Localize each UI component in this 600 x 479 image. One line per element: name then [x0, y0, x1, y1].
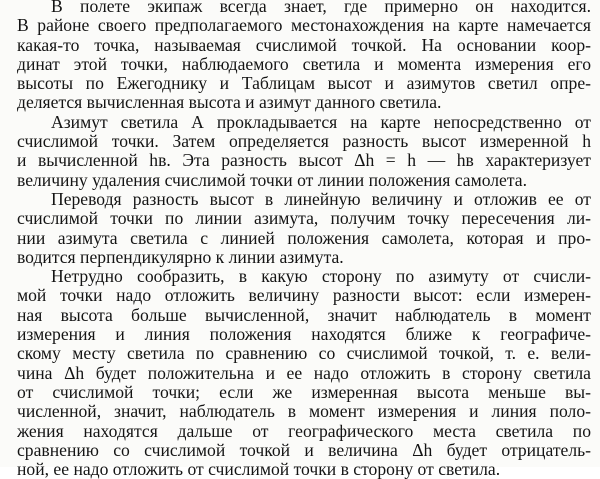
text-line: Переводя разность высот в линейную величину и отложив ее от: [51, 189, 591, 209]
text-line: динат этой точки, наблюдаемого светила и момента измерения его: [17, 54, 591, 74]
paragraph-estimated-position: [17, 0, 591, 113]
text-line: Азимут светила А прокладывается на карте непосредственно от: [51, 112, 591, 132]
text-line: чина Δh будет положительна и ее надо отложить в сторону светила: [17, 363, 591, 383]
text-line: счислимой точки по линии азимута, получим точку пересечения ли-: [17, 209, 591, 229]
text-line: водится перпендикулярно к линии азимута.: [17, 247, 344, 267]
text-line: жения находятся дальше от географического места светила по: [17, 421, 591, 441]
text-line: ной, ее надо отложить от счислимой точки в сторону от светила.: [17, 460, 501, 479]
text-line: сравнению со счислимой точкой и величина Δh будет отрицатель-: [17, 440, 591, 460]
text-line: от счислимой точки; если же измеренная высота меньше вы-: [17, 382, 591, 402]
text-line: нии азимута светила с линией положения самолета, которая и про-: [17, 228, 591, 248]
paragraph-direction-rule: [17, 267, 591, 479]
text-line: деляется вычисленная высота и азимут данного светила.: [17, 93, 442, 113]
text-line: величину удаления счислимой точки от линии положения самолета.: [17, 170, 527, 190]
text-line: высоты по Ежегоднику и Таблицам высот и азимутов светил опре-: [17, 74, 591, 94]
text-line: счислимой точки. Затем определяется разность высот измеренной h: [17, 132, 591, 152]
paragraph-azimuth: [17, 113, 591, 190]
text-line: скому месту светила по сравнению со счислимой точкой, т. е. вели-: [17, 344, 591, 364]
text-line: В полете экипаж всегда знает, где примерно он находится.: [51, 0, 591, 16]
text-line: измерения и линия положения находятся ближе к географиче-: [17, 325, 591, 345]
text-line: мой точки надо отложить величину разности высот: если измерен-: [17, 286, 591, 306]
text-line: и вычисленной hв. Эта разность высот Δh = h — hв характеризует: [17, 151, 591, 171]
text-line: какая-то точка, называемая счислимой точкой. На основании коор-: [17, 35, 591, 55]
text-line: ная высота больше вычисленной, значит наблюдатель в момент: [17, 305, 591, 325]
text-line: В районе своего предполагаемого местонахождения на карте намечается: [17, 16, 591, 36]
paragraph-linear-value: [17, 190, 591, 267]
text-line: Нетрудно сообразить, в какую сторону по азимуту от счисли-: [51, 267, 591, 287]
text-line: численной, значит, наблюдатель в момент измерения и линия поло-: [17, 402, 591, 422]
